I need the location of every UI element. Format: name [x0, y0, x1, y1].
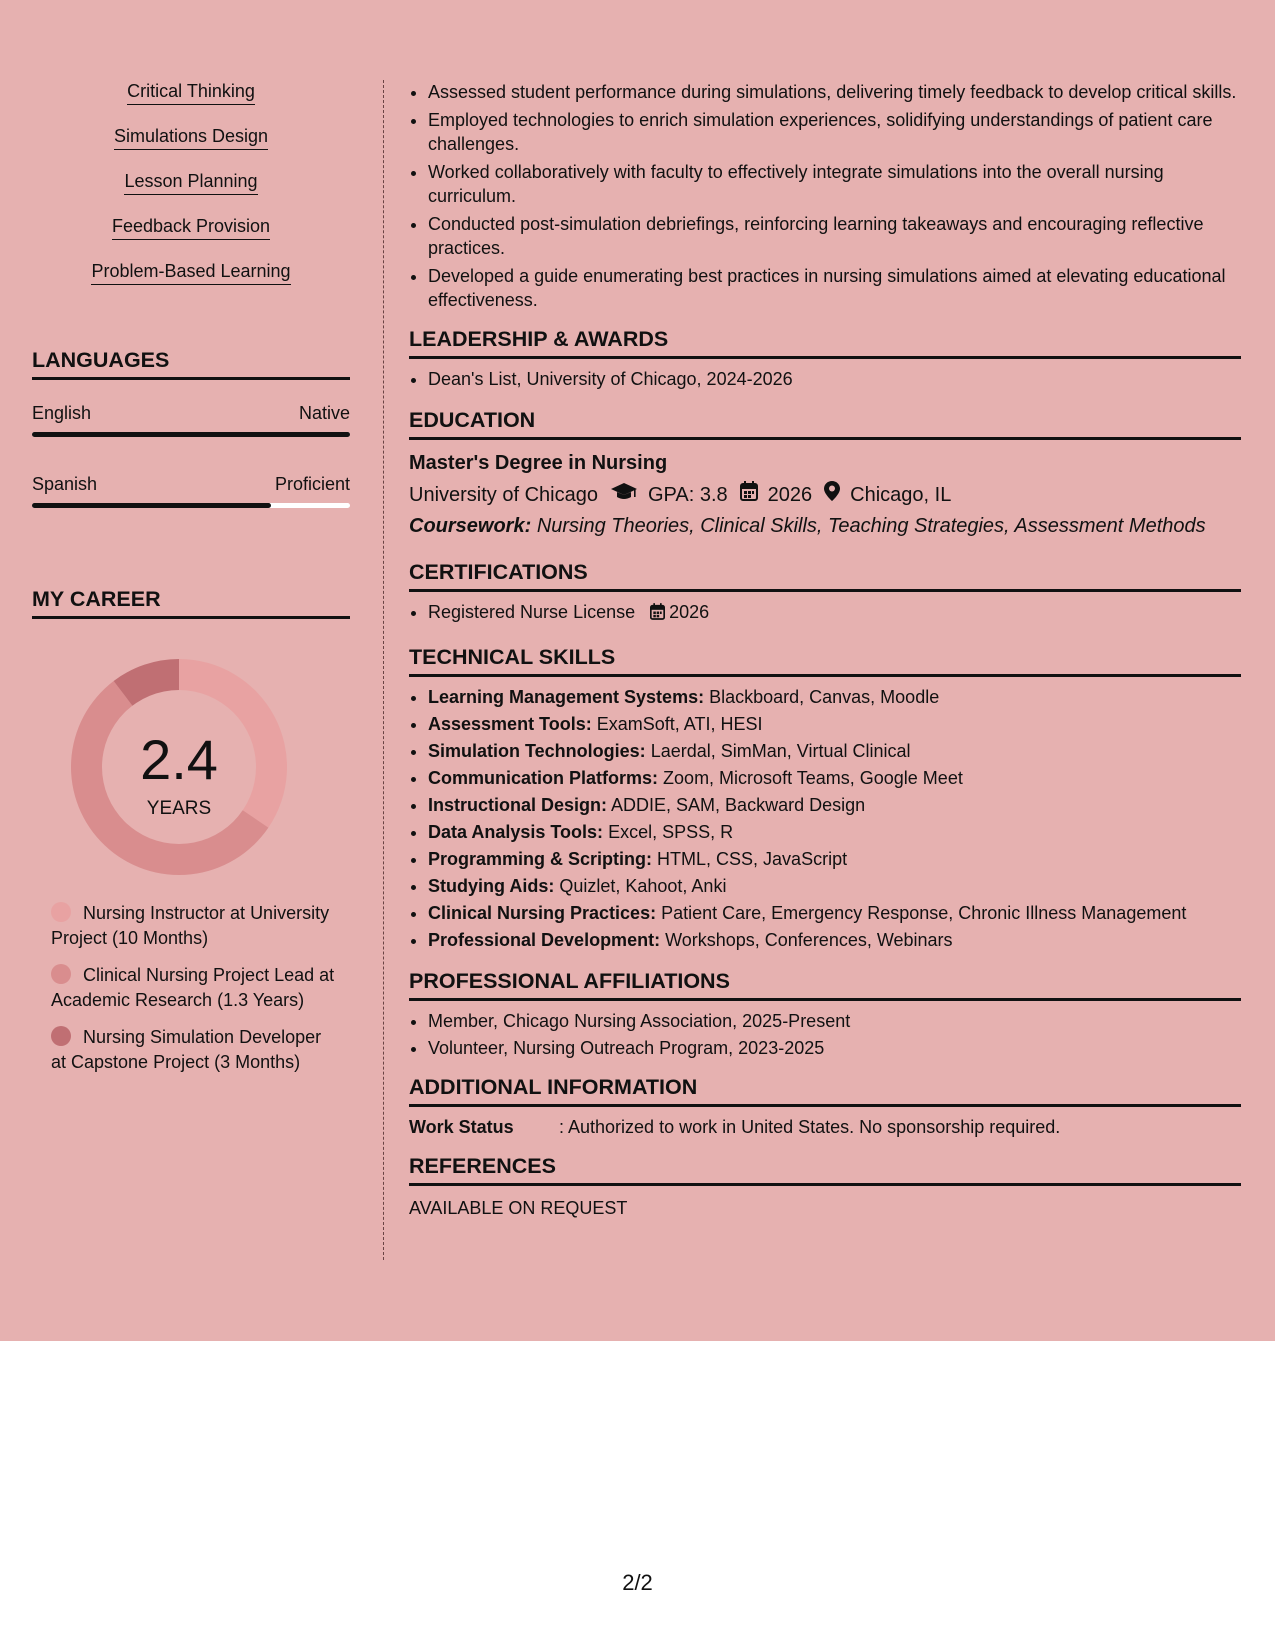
languages-heading: LANGUAGES [32, 347, 350, 380]
skill-values: Excel, SPSS, R [608, 822, 734, 842]
affiliations-heading: PROFESSIONAL AFFILIATIONS [409, 968, 1241, 1001]
technical-skills-list [409, 685, 1241, 952]
list-item [428, 685, 1241, 709]
skill-values: ExamSoft, ATI, HESI [596, 714, 763, 734]
skill-category: Simulation Technologies: [428, 741, 646, 761]
skill-values: Quizlet, Kahoot, Anki [559, 876, 727, 896]
coursework-label: Coursework: [409, 515, 532, 537]
skill-values: Zoom, Microsoft Teams, Google Meet [663, 768, 963, 788]
career-donut-chart [32, 619, 350, 879]
technical-skills-heading: TECHNICAL SKILLS [409, 644, 1241, 677]
education-heading: EDUCATION [409, 407, 1241, 440]
list-item: • Conducted post-simulation debriefings, reinforcing learning takeaways and encouraging reflective practices. [428, 212, 1241, 260]
soft-skills-list [32, 80, 350, 305]
career-heading: MY CAREER [32, 586, 350, 619]
list-item [428, 820, 1241, 844]
list-item [428, 901, 1241, 925]
list-item: • Assessed student performance during simulations, delivering timely feedback to develop critical skills. [428, 80, 1241, 104]
list-item [428, 847, 1241, 871]
legend-dot [51, 1026, 71, 1046]
skill-category: Communication Platforms: [428, 768, 659, 788]
legend-dot [51, 902, 71, 922]
career-legend-item [51, 1025, 341, 1075]
graduation-year: 2026 [767, 483, 813, 506]
certification-year: 2026 [669, 602, 710, 622]
career-legend-item [51, 901, 341, 951]
affiliations-list [409, 1009, 1241, 1060]
list-item [428, 739, 1241, 763]
list-item: • Dean's List, University of Chicago, 2024-2026 [428, 367, 1241, 391]
list-item: • Volunteer, Nursing Outreach Program, 2023-2025 [428, 1036, 1241, 1060]
gpa-value: GPA: 3.8 [647, 483, 728, 506]
page-number: 2/2 [622, 1570, 653, 1595]
career-donut-svg [32, 619, 350, 879]
education-details [409, 481, 1241, 508]
career-legend-item [51, 963, 341, 1013]
sidebar [32, 80, 350, 1075]
references-text: AVAILABLE ON REQUEST [409, 1198, 628, 1218]
work-status-row [409, 1115, 1241, 1139]
language-item [32, 402, 350, 437]
certification-name: Registered Nurse License [428, 602, 636, 622]
language-proficiency-bar [32, 432, 350, 437]
skill-category: Instructional Design: [428, 795, 608, 815]
career-total-unit: YEARS [146, 798, 212, 819]
skill-values: Laerdal, SimMan, Virtual Clinical [650, 741, 911, 761]
additional-info-heading: ADDITIONAL INFORMATION [409, 1074, 1241, 1107]
degree-title: Master's Degree in Nursing [409, 452, 668, 474]
career-legend-label: Nursing Instructor at University Project (10 Months) [51, 903, 330, 948]
skill-tag: Critical Thinking [127, 80, 255, 105]
skill-tag: Simulations Design [114, 125, 268, 150]
career-legend-label: Nursing Simulation Developer at Capstone Project (3 Months) [51, 1027, 322, 1072]
list-item: • Member, Chicago Nursing Association, 2025-Present [428, 1009, 1241, 1033]
list-item: • Worked collaboratively with faculty to effectively integrate simulations into the overall nursing curriculum. [428, 160, 1241, 208]
skill-values: ADDIE, SAM, Backward Design [611, 795, 866, 815]
certifications-list [409, 600, 1241, 626]
list-item [428, 928, 1241, 952]
coursework-list: Nursing Theories, Clinical Skills, Teaching Strategies, Assessment Methods [536, 515, 1206, 537]
skill-category: Studying Aids: [428, 876, 555, 896]
list-item [428, 600, 1241, 626]
coursework-line [409, 513, 1241, 539]
language-name: English [32, 403, 92, 423]
skill-values: Workshops, Conferences, Webinars [665, 930, 953, 950]
column-divider [383, 80, 384, 1260]
language-level: Native [298, 403, 350, 423]
calendar-icon [650, 602, 665, 626]
career-legend-label: Clinical Nursing Project Lead at Academic Research (1.3 Years) [51, 965, 335, 1010]
skill-category: Professional Development: [428, 930, 661, 950]
language-item [32, 473, 350, 508]
skill-category: Assessment Tools: [428, 714, 592, 734]
experience-bullets [409, 80, 1241, 312]
list-item: • Developed a guide enumerating best practices in nursing simulations aimed at elevating educational effectiveness. [428, 264, 1241, 312]
skill-values: Patient Care, Emergency Response, Chronic Illness Management [661, 903, 1187, 923]
skill-category: Programming & Scripting: [428, 849, 653, 869]
education-entry [409, 450, 1241, 539]
graduation-cap-icon [610, 481, 638, 508]
career-legend [32, 901, 350, 1075]
leadership-list [409, 367, 1241, 391]
main-column [409, 80, 1241, 1220]
list-item [428, 793, 1241, 817]
list-item [428, 874, 1241, 898]
language-proficiency-fill [32, 503, 271, 508]
legend-dot [51, 964, 71, 984]
skill-category: Learning Management Systems: [428, 687, 705, 707]
school-location: Chicago, IL [850, 483, 952, 506]
skill-tag: Problem-Based Learning [91, 260, 290, 285]
language-name: Spanish [32, 474, 98, 494]
list-item [428, 712, 1241, 736]
list-item [428, 766, 1241, 790]
leadership-heading: LEADERSHIP & AWARDS [409, 326, 1241, 359]
skill-tag: Lesson Planning [124, 170, 257, 195]
career-total-value: 2.4 [140, 728, 218, 791]
skill-category: Data Analysis Tools: [428, 822, 604, 842]
language-proficiency-fill [32, 432, 350, 437]
language-level: Proficient [274, 474, 350, 494]
list-item: • Employed technologies to enrich simulation experiences, solidifying understandings of patient care challenges. [428, 108, 1241, 156]
work-status-label: Work Status [409, 1117, 514, 1137]
skill-category: Clinical Nursing Practices: [428, 903, 657, 923]
certifications-heading: CERTIFICATIONS [409, 559, 1241, 592]
language-proficiency-bar [32, 503, 350, 508]
location-pin-icon [824, 481, 840, 508]
references-heading: REFERENCES [409, 1153, 1241, 1186]
skill-tag: Feedback Provision [112, 215, 270, 240]
skill-values: HTML, CSS, JavaScript [657, 849, 848, 869]
school-name: University of Chicago [409, 483, 598, 506]
calendar-icon [740, 481, 758, 508]
work-status-value: : Authorized to work in United States. No sponsorship required. [559, 1117, 1061, 1137]
skill-values: Blackboard, Canvas, Moodle [709, 687, 940, 707]
